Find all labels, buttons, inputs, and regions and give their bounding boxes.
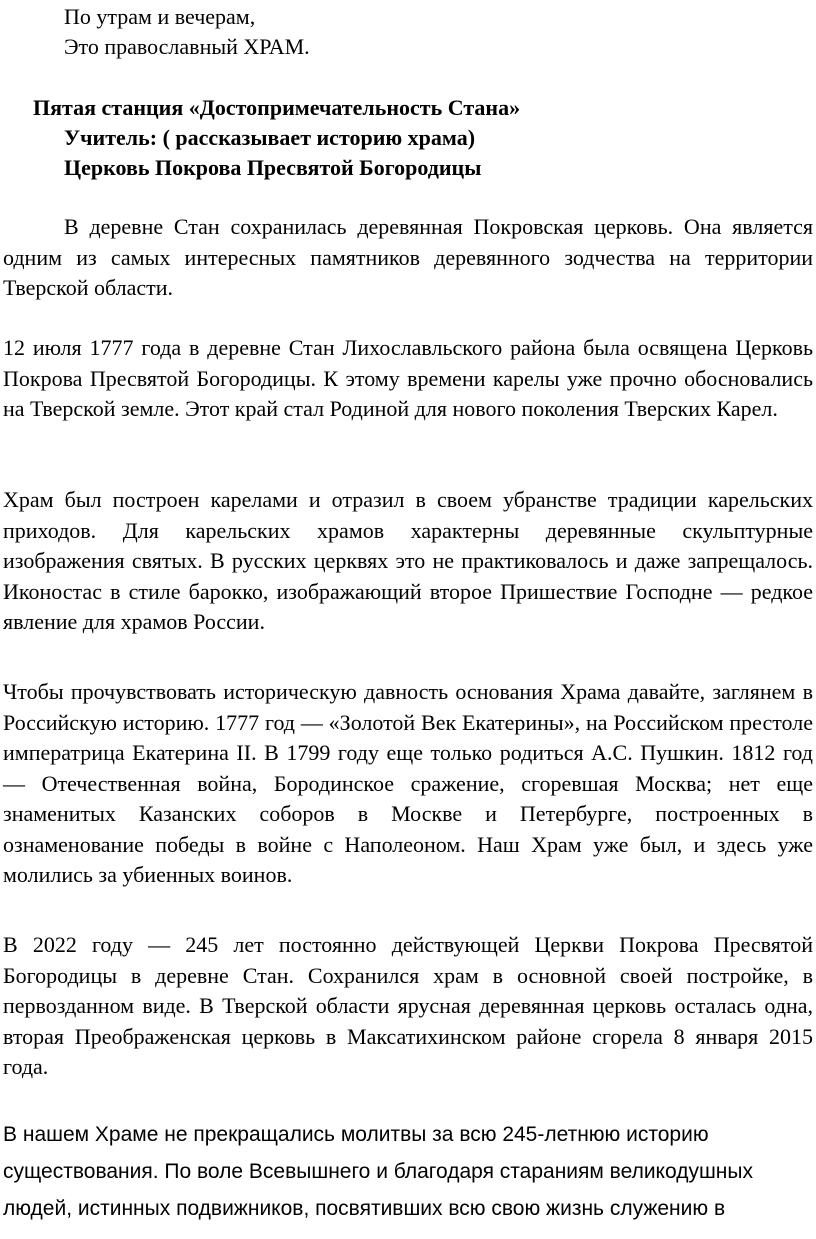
paragraph-karelian-tradition: Храм был построен карелами и отразил в своем убранстве традиции карельских приходов. Для карельских храмов характерны деревянные скульптурные изображения святых. В русских церквях это не практиковалось и даже запрещалось. Иконостас в стиле барокко, изображающий второе Пришествие Господне — редкое явление для храмов России. — [3, 487, 813, 634]
paragraph-anniversary: В 2022 году — 245 лет постоянно действующей Церкви Покрова Пресвятой Богородицы в деревне Стан. Сохранился храм в основной своей постройке, в первозданном виде. В Тверской области ярусная деревянная церковь осталась одна, вторая Преображенская церковь в Максатихинском районе сгорела 8 января 2015 года. — [3, 932, 813, 1079]
church-heading: Церковь Покрова Пресвятой Богородицы — [64, 155, 482, 180]
verse-line-1: По утрам и вечерам, — [64, 4, 256, 29]
paragraph-consecration: 12 июля 1777 года в деревне Стан Лихославльского района была освящена Церковь Покрова Пресвятой Богородицы. К этому времени карелы уже прочно обосновались на Тверской земле. Этот край стал Родиной для нового поколения Тверских Карел. — [3, 335, 813, 421]
verse-line-2: Это православный ХРАМ. — [64, 34, 310, 59]
station-title: Пятая станция «Достопримечательность Стана» — [33, 95, 521, 120]
paragraph-prayers: В нашем Храме не прекращались молитвы за всю 245-летнюю историю существования. По воле Всевышнего и благодаря стараниям великодушных людей, истинных подвижников, посвятивших всю свою жизнь служению в — [3, 1123, 753, 1220]
paragraph-village-church: В деревне Стан сохранилась деревянная Покровская церковь. Она является одним из самых интересных памятников деревянного зодчества на территории Тверской области. — [3, 214, 813, 300]
paragraph-history: Чтобы прочувствовать историческую давность основания Храма давайте, заглянем в Российскую историю. 1777 год — «Золотой Век Екатерины», на Российском престоле императрица Екатерина II. В 1799 году еще только родиться А.С. Пушкин. 1812 год — Отечественная война, Бородинское сражение, сгоревшая Москва; нет еще знаменитых Казанских соборов в Москве и Петербурге, построенных в ознаменование победы в войне с Наполеоном. Наш Храм уже был, и здесь уже молились за убиенных воинов. — [3, 679, 813, 887]
teacher-heading: Учитель: ( рассказывает историю храма) — [64, 125, 476, 150]
